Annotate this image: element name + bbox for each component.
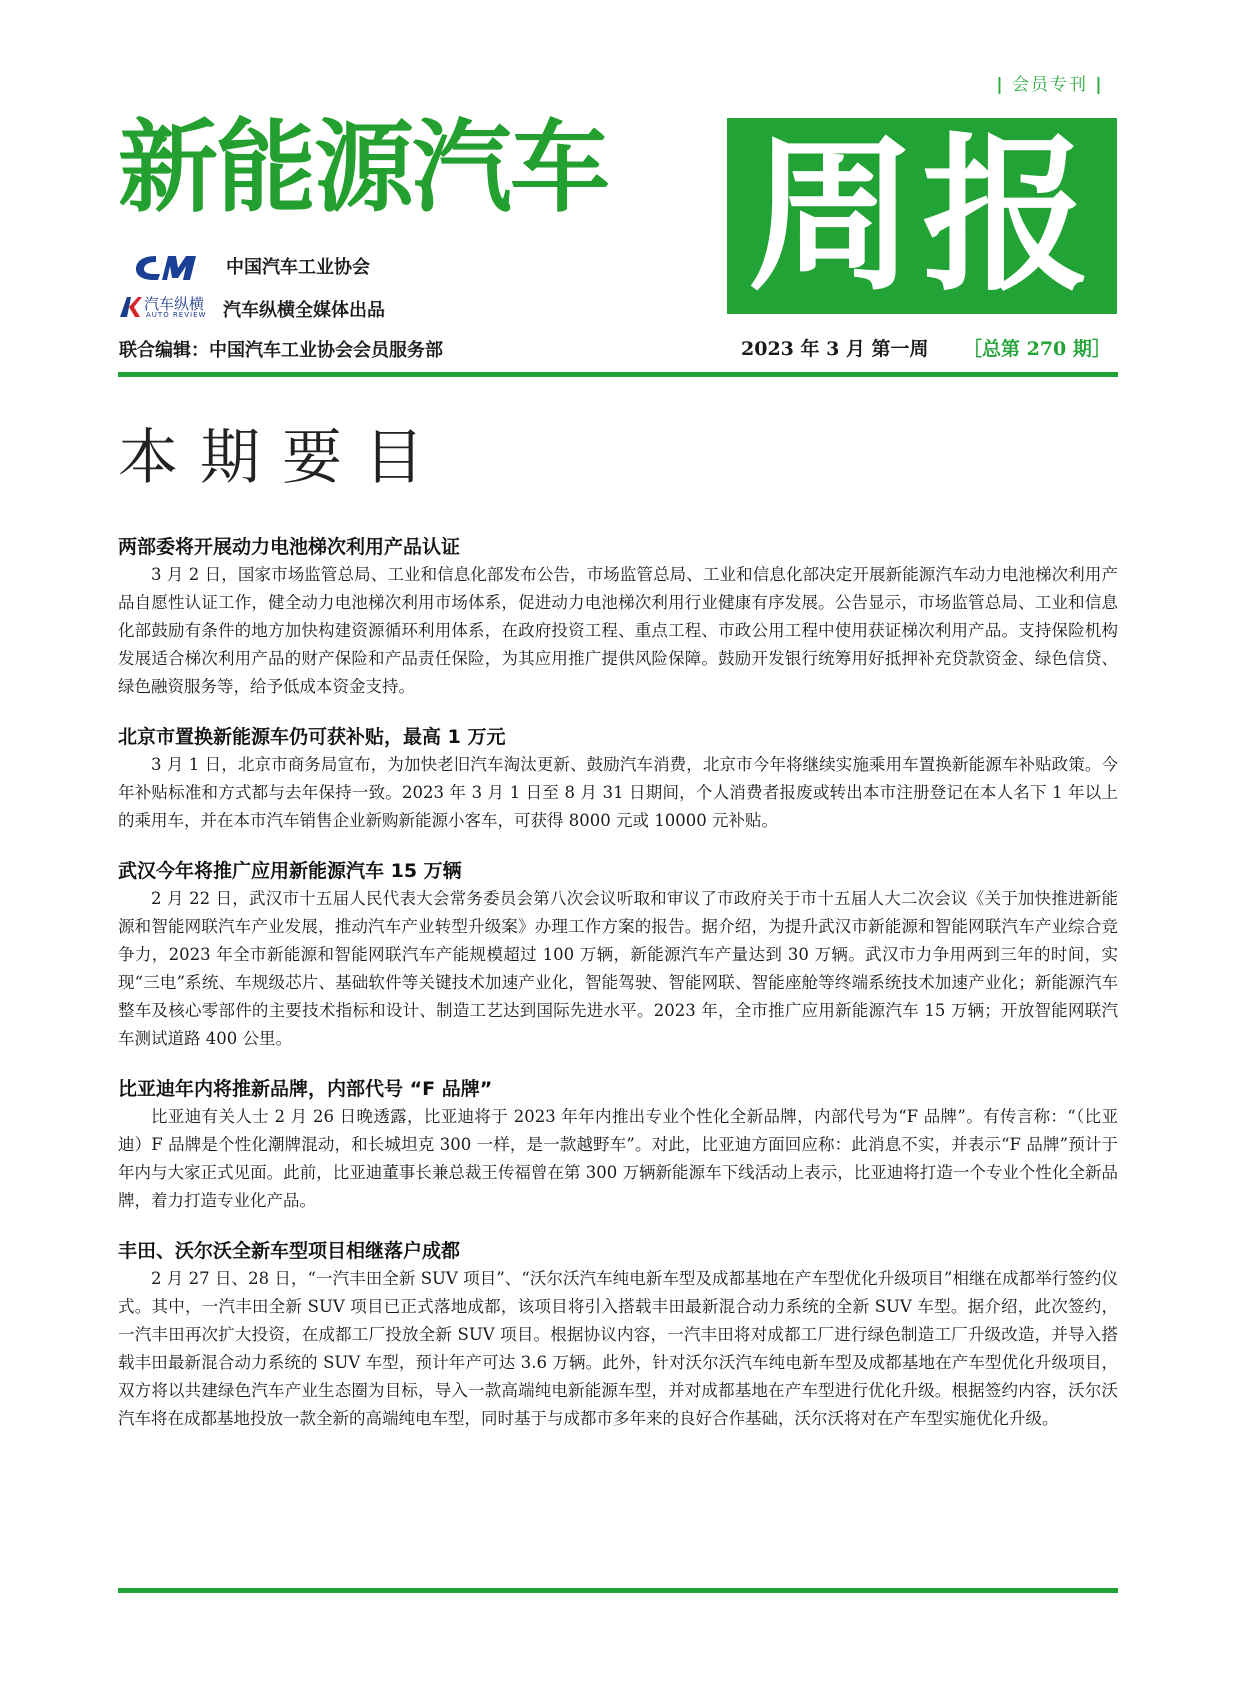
association-name: 中国汽车工业协会 [226, 257, 370, 278]
article-title: 武汉今年将推广应用新能源汽车 15 万辆 [118, 860, 462, 882]
article-list [118, 533, 1118, 1455]
auto-review-logo-subtitle: AUTO REVIEW [146, 311, 207, 319]
article-body: 比亚迪有关人士 2 月 26 日晚透露，比亚迪将于 2023 年年内推出专业个性化全新品牌，内部代号为“F 品牌”。有传言称：“（比亚迪）F 品牌是个性化潮牌混动，和长城坦克 300 一样，是一款越野车”。对此，比亚迪方面回应称：此消息不实，并表示“F 品牌”预计于年内与大家正式见面。此前，比亚迪董事长兼总裁王传福曾在第 300 万辆新能源车下线活动上表示，比亚迪将打造一个专业个性化全新品牌，着力打造专业化产品。 [118, 1107, 1118, 1210]
article-title: 丰田、沃尔沃全新车型项目相继落户成都 [118, 1240, 461, 1262]
auto-review-logo-icon [118, 295, 144, 319]
producer-line: 汽车纵横全媒体出品 [223, 300, 385, 321]
article [118, 857, 1118, 1053]
article-body: 2 月 22 日，武汉市十五届人民代表大会常务委员会第八次会议听取和审议了市政府关于市十五届人大二次会议《关于加快推进新能源和智能网联汽车产业发展，推动汽车产业转型升级案》办理工作方案的报告。据介绍，为提升武汉市新能源和智能网联汽车产业综合竞争力，2023 年全市新能源和智能网联汽车产能规模超过 100 万辆，新能源汽车产量达到 30 万辆。武汉市力争用两到三年的时间，实现“三电”系统、车规级芯片、基础软件等关键技术加速产业化，智能驾驶、智能网联、智能座舱等终端系统技术加速产业化；新能源汽车整车及核心零部件的主要技术指标和设计、制造工艺达到国际先进水平。2023 年，全市推广应用新能源汽车 15 万辆；开放智能网联汽车测试道路 400 公里。 [118, 889, 1118, 1048]
article-body: 3 月 2 日，国家市场监管总局、工业和信息化部发布公告，市场监管总局、工业和信息化部决定开展新能源汽车动力电池梯次利用产品自愿性认证工作，健全动力电池梯次利用市场体系，促进动力电池梯次利用行业健康有序发展。公告显示，市场监管总局、工业和信息化部鼓励有条件的地方加快构建资源循环利用体系，在政府投资工程、重点工程、市政公用工程中使用获证梯次利用产品。支持保险机构发展适合梯次利用产品的财产保险和产品责任保险，为其应用推广提供风险保障。鼓励开发银行统筹用好抵押补充贷款资金、绿色信贷、绿色融资服务等，给予低成本资金支持。 [118, 565, 1118, 696]
article-body: 2 月 27 日、28 日，“一汽丰田全新 SUV 项目”、“沃尔沃汽车纯电新车型及成都基地在产车型优化升级项目”相继在成都举行签约仪式。其中，一汽丰田全新 SUV 项目已正式落地成都，该项目将引入搭载丰田最新混合动力系统的全新 SUV 车型。据介绍，此次签约，一汽丰田再次扩大投资，在成都工厂投放全新 SUV 项目。根据协议内容，一汽丰田将对成都工厂进行绿色制造工厂升级改造，并导入搭载丰田最新混合动力系统的 SUV 车型，预计年产可达 3.6 万辆。此外，针对沃尔沃汽车纯电新车型及成都基地在产车型优化升级项目，双方将以共建绿色汽车产业生态圈为目标，导入一款高端纯电新能源车型，并对成都基地在产车型进行优化升级。根据签约内容，沃尔沃汽车将在成都基地投放一款全新的高端纯电车型，同时基于与成都市多年来的良好合作基础，沃尔沃将对在产车型实施优化升级。 [118, 1269, 1118, 1428]
article-body: 3 月 1 日，北京市商务局宣布，为加快老旧汽车淘汰更新、鼓励汽车消费，北京市今年将继续实施乘用车置换新能源车补贴政策。今年补贴标准和方式都与去年保持一致。2023 年 3 月 1 日至 8 月 31 日期间，个人消费者报废或转出本市注册登记在本人名下 1 年以上的乘用车，并在本市汽车销售企业新购新能源小客车，可获得 8000 元或 10000 元补贴。 [118, 755, 1118, 830]
section-title: 本期要目 [118, 423, 446, 493]
caam-logo-icon [134, 252, 200, 282]
weekly-label: 周报 [748, 118, 1096, 314]
article [118, 533, 1118, 701]
article-title: 比亚迪年内将推新品牌，内部代号 “F 品牌” [118, 1078, 493, 1100]
member-edition-label: 会员专刊 [1012, 75, 1088, 95]
article [118, 1237, 1118, 1433]
issue-number: ［总第 270 期］ [963, 338, 1111, 360]
article-title: 北京市置换新能源车仍可获补贴，最高 1 万元 [118, 726, 506, 748]
member-edition-tag: | 会员专刊 | [996, 75, 1104, 95]
auto-review-logo-text: 汽车纵横 [144, 295, 205, 313]
article-title: 两部委将开展动力电池梯次利用产品认证 [118, 536, 461, 558]
masthead-title: 新能源汽车 [118, 109, 608, 226]
footer-divider [118, 1588, 1118, 1593]
issue-date: 2023 年 3 月 第一周 [741, 338, 929, 360]
auto-review-logo [118, 293, 220, 323]
header-divider [118, 372, 1118, 377]
article [118, 1075, 1118, 1215]
joint-editor-line: 联合编辑：中国汽车工业协会会员服务部 [119, 340, 443, 361]
article [118, 723, 1118, 835]
weekly-banner [727, 118, 1117, 314]
